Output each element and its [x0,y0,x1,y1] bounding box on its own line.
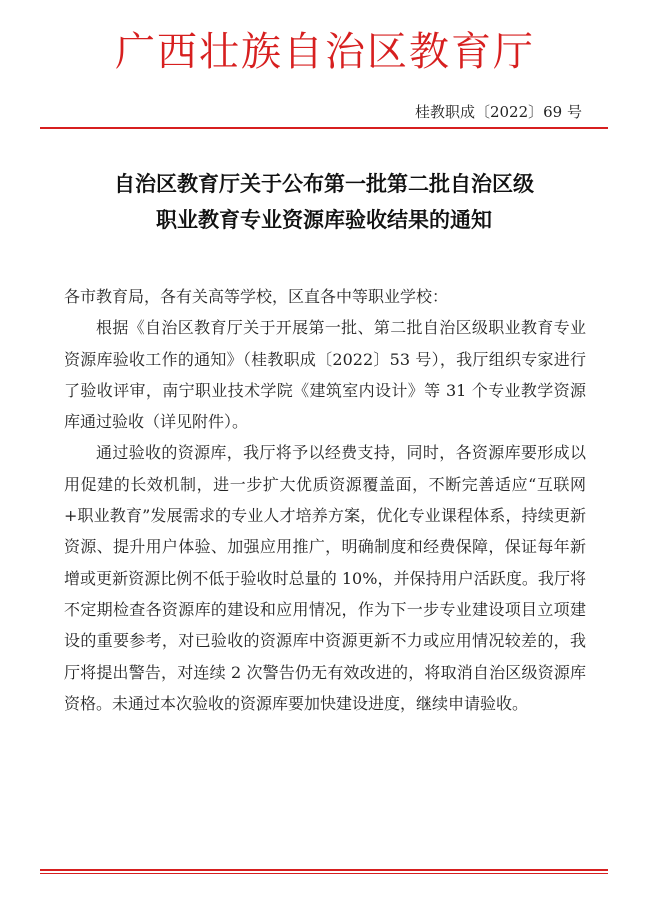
body-paragraph-1: 根据《自治区教育厅关于开展第一批、第二批自治区级职业教育专业资源库验收工作的通知》（桂教职成〔2022〕53 号），我厅组织专家进行了验收评审，南宁职业技术学院《建筑室内设计》等 31 个专业教学资源库通过验收（详见附件）。 [64,318,586,432]
body-paragraph-2: 通过验收的资源库，我厅将予以经费支持，同时，各资源库要形成以用促建的长效机制，进一步扩大优质资源覆盖面，不断完善适应“互联网+职业教育”发展需求的专业人才培养方案，优化专业课程体系，持续更新资源、提升用户体验、加强应用推广，明确制度和经费保障，保证每年新增或更新资源比例不低于验收时总量的 10%，并保持用户活跃度。我厅将不定期检查各资源库的建设和应用情况，作为下一步专业建设项目立项建设的重要参考，对已验收的资源库中资源更新不力或应用情况较差的，我厅将提出警告，对连续 2 次警告仍无有效改进的，将取消自治区级资源库资格。未通过本次验收的资源库要加快建设进度，继续申请验收。 [64,443,586,713]
header-red-rule [40,127,608,129]
salutation: 各市教育局，各有关高等学校，区直各中等职业学校： [64,287,449,306]
notice-title [40,166,608,238]
document-number: 桂教职成〔2022〕69 号 [414,103,582,121]
notice-title-line-1: 自治区教育厅关于公布第一批第二批自治区级 [114,172,534,196]
notice-title-line-2: 职业教育专业资源库验收结果的通知 [156,208,492,232]
footer-red-rule-thin [40,873,608,874]
notice-body [64,281,586,719]
footer-red-rule-thick [40,869,608,871]
masthead-title: 广西壮族自治区教育厅 [115,29,535,75]
